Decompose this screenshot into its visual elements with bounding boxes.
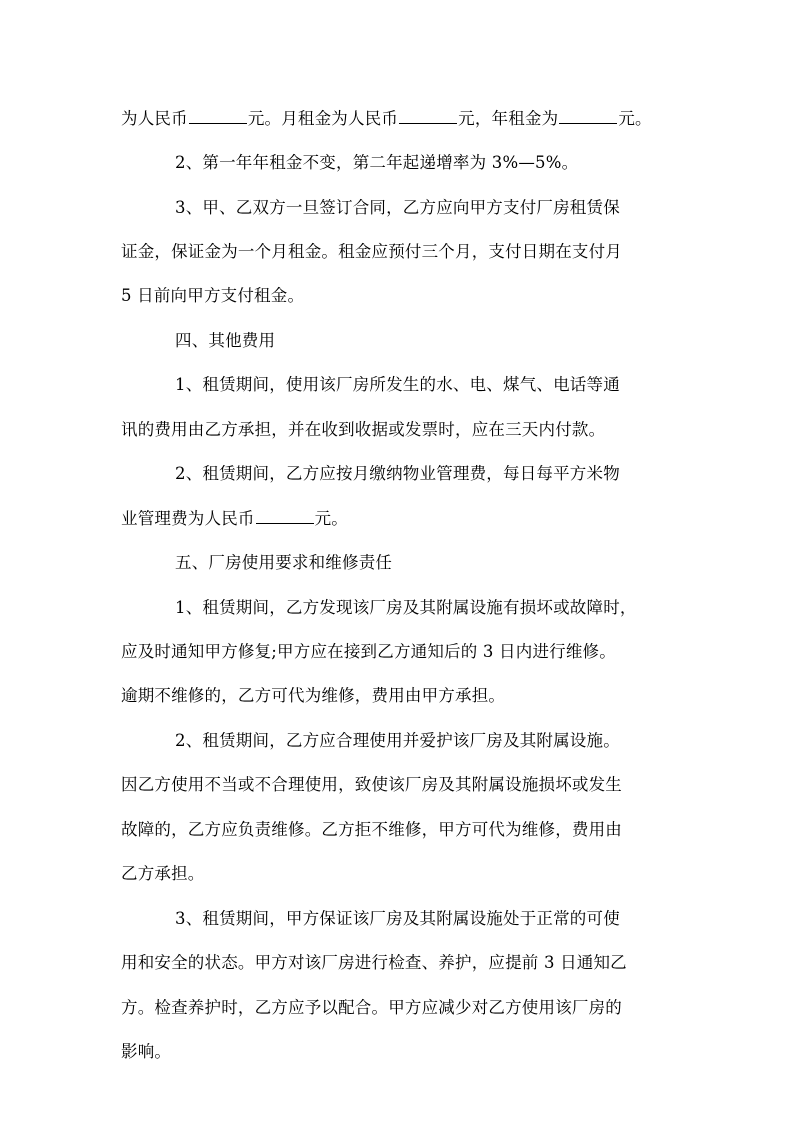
- text-segment: 业管理费为人民币: [121, 509, 255, 528]
- paragraph-line: 证金，保证金为一个月租金。租金应预付三个月，支付日期在支付月: [121, 242, 622, 261]
- blank-field: [189, 108, 247, 124]
- text-segment: 为人民币: [121, 109, 188, 128]
- blank-field: [256, 508, 314, 524]
- paragraph-line: 讯的费用由乙方承担，并在收到收据或发票时，应在三天内付款。: [121, 420, 606, 439]
- text-segment: 元。: [618, 109, 652, 128]
- paragraph-line: 2、租赁期间，乙方应按月缴纳物业管理费，每日每平方米物: [175, 464, 620, 483]
- paragraph-line: 因乙方使用不当或不合理使用，致使该厂房及其附属设施损坏或发生: [121, 775, 622, 794]
- paragraph-line: 逾期不维修的，乙方可代为维修，费用由甲方承担。: [121, 686, 506, 705]
- paragraph-line: 方。检查养护时，乙方应予以配合。甲方应减少对乙方使用该厂房的: [121, 998, 622, 1017]
- text-segment: 元，年租金为: [458, 109, 559, 128]
- section-heading: 五、厂房使用要求和维修责任: [175, 553, 393, 572]
- paragraph-line: 用和安全的状态。甲方对该厂房进行检查、养护，应提前 3 日通知乙: [121, 953, 627, 972]
- text-segment: 元。: [314, 509, 349, 528]
- paragraph-line: 3、甲、乙双方一旦签订合同，乙方应向甲方支付厂房租赁保: [175, 198, 620, 217]
- paragraph-line: 故障的，乙方应负责维修。乙方拒不维修，甲方可代为维修，费用由: [121, 820, 622, 839]
- paragraph-line: 3、租赁期间，甲方保证该厂房及其附属设施处于正常的可使: [175, 909, 620, 928]
- paragraph-line: 2、租赁期间，乙方应合理使用并爱护该厂房及其附属设施。: [175, 731, 620, 750]
- blank-field: [399, 108, 457, 124]
- paragraph-line: 影响。: [121, 1042, 172, 1061]
- blank-field: [559, 108, 617, 124]
- property-fee-line: [121, 508, 348, 529]
- text-segment: 元。月租金为人民币: [247, 109, 399, 128]
- paragraph-line: 1、租赁期间，使用该厂房所发生的水、电、煤气、电话等通: [175, 375, 620, 394]
- paragraph-line: 2、第一年年租金不变，第二年起递增率为 3%—5%。: [175, 153, 579, 172]
- paragraph-line: 1、租赁期间，乙方发现该厂房及其附属设施有损坏或故障时，: [175, 598, 637, 617]
- paragraph-line: 乙方承担。: [121, 864, 205, 883]
- paragraph-line: 应及时通知甲方修复;甲方应在接到乙方通知后的 3 日内进行维修。: [121, 642, 616, 661]
- section-heading: 四、其他费用: [175, 331, 276, 350]
- rent-amount-line: [121, 108, 652, 129]
- paragraph-line: 5 日前向甲方支付租金。: [121, 286, 305, 305]
